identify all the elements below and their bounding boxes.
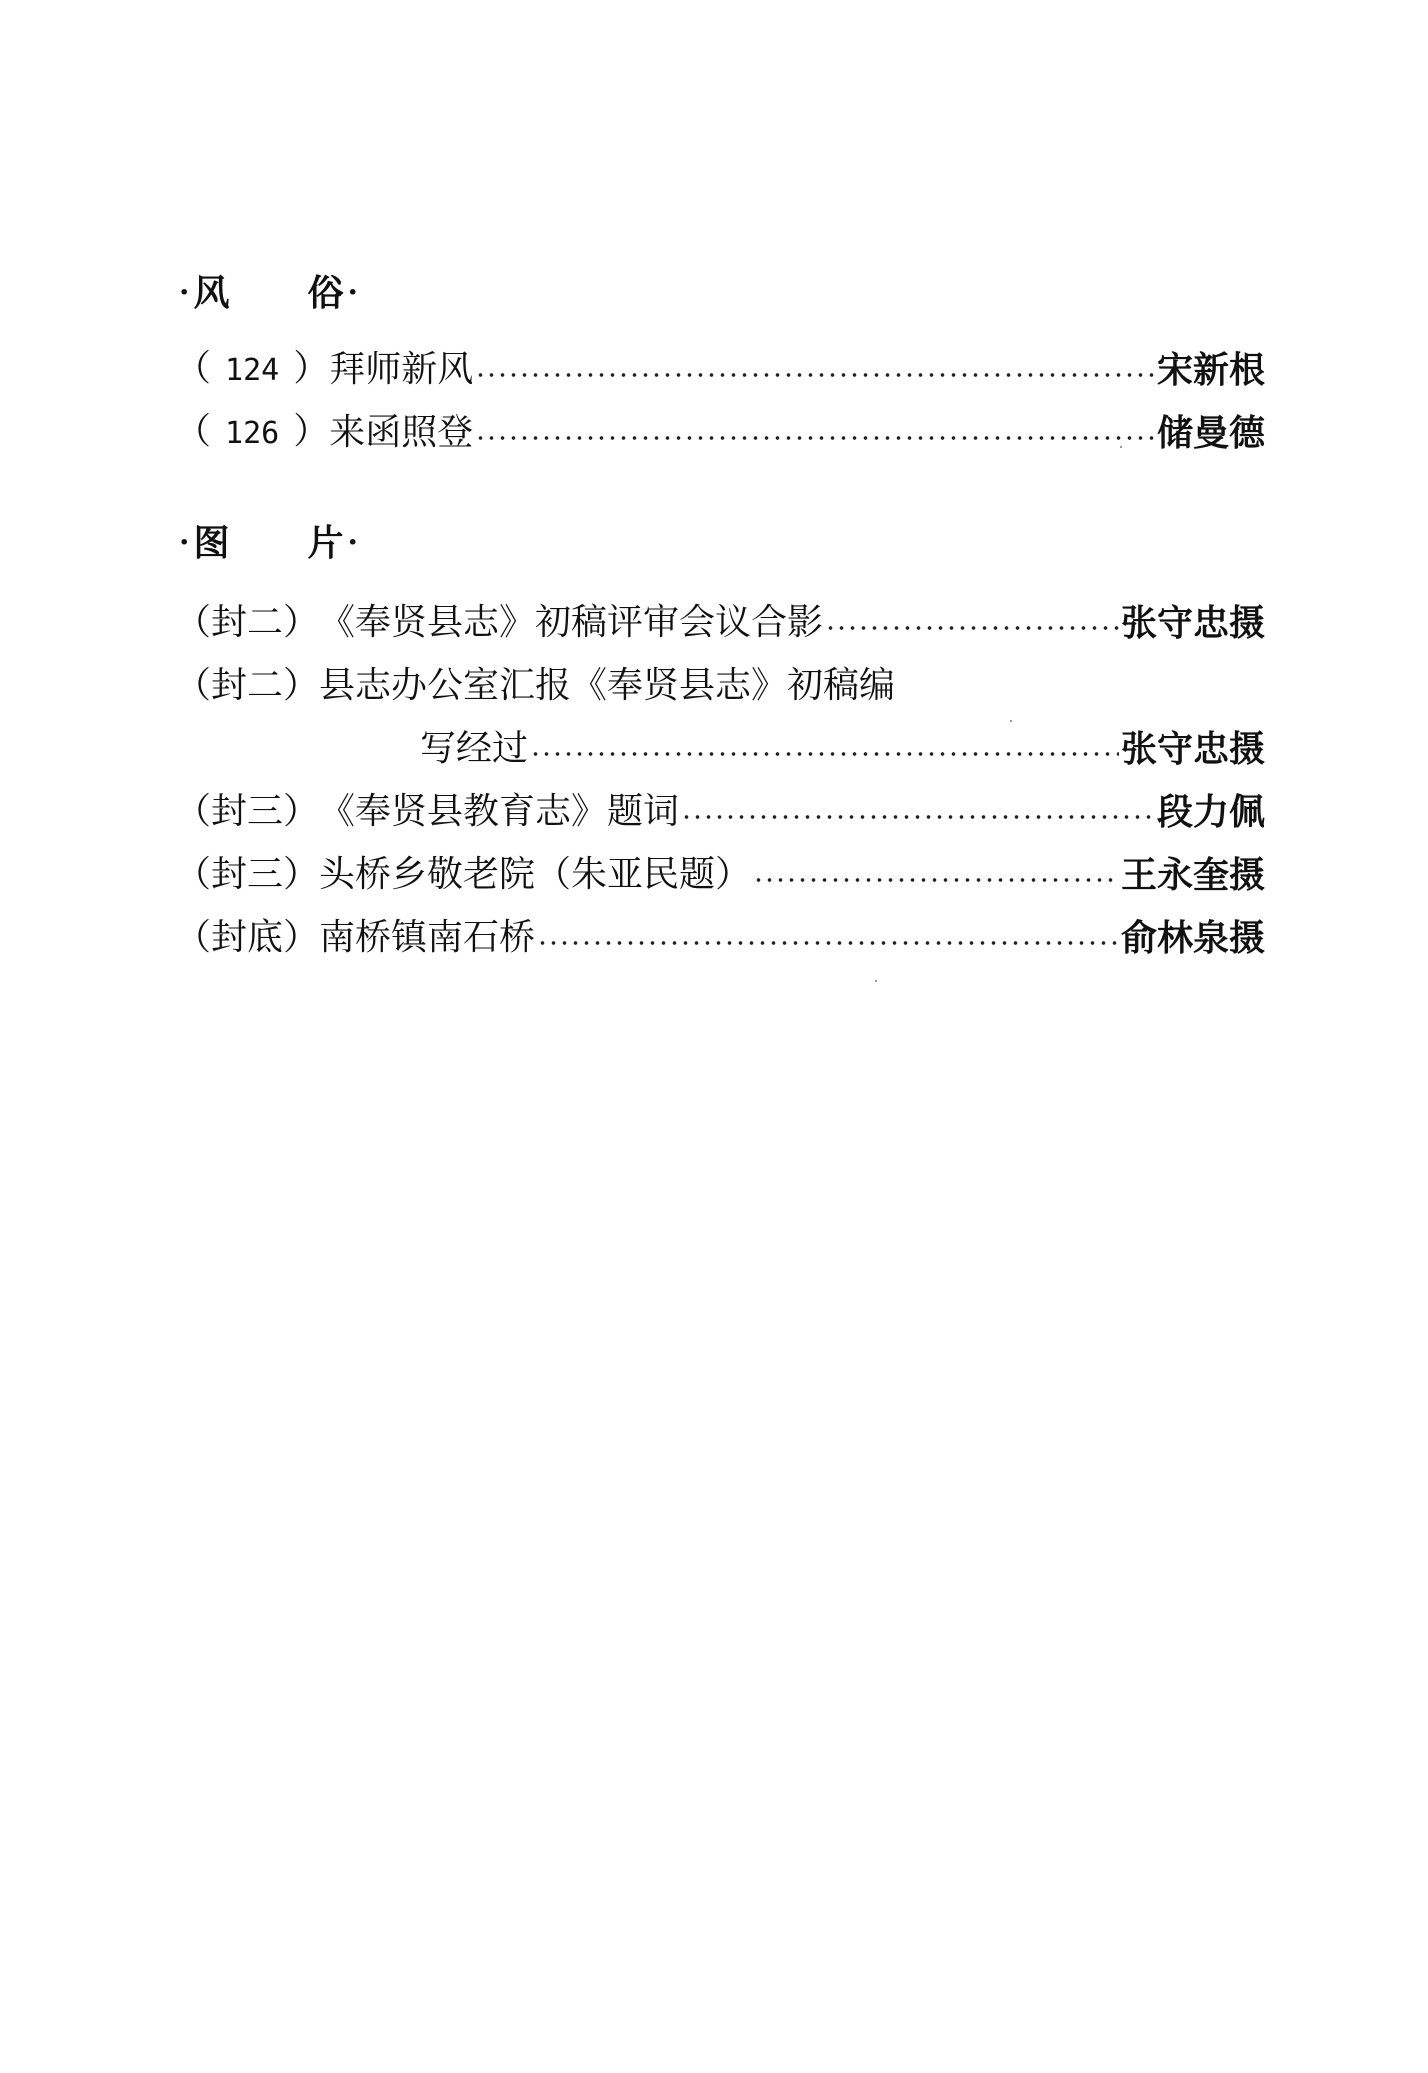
toc-entry	[175, 661, 1265, 711]
dot-leader	[537, 940, 1119, 946]
dot-leader	[530, 751, 1119, 757]
section-heading-customs	[175, 270, 362, 316]
ref-open: （	[175, 411, 212, 452]
entry-title: 来函照登	[329, 412, 474, 453]
entry-author: 张守忠摄	[1120, 728, 1265, 770]
section-heading-pictures	[175, 520, 362, 566]
section-heading-char: 风	[193, 272, 230, 314]
dot-leader	[825, 625, 1119, 631]
entry-title: 拜师新风	[329, 349, 474, 390]
scan-speck	[875, 980, 877, 982]
toc-entry	[175, 787, 1265, 837]
page-ref: （封三）	[175, 854, 320, 895]
page-number: 124	[225, 353, 280, 388]
ref-close: ）	[293, 411, 330, 452]
entry-title-continuation: 写经过	[420, 728, 529, 769]
toc-entry	[175, 408, 1265, 458]
dot-leader	[753, 877, 1119, 883]
section-heading-char: 俗	[307, 272, 344, 314]
entry-title: 《奉贤县志》初稿评审会议合影	[319, 602, 824, 643]
page-number: 126	[225, 416, 280, 451]
bullet-dot: ·	[347, 525, 358, 560]
dot-leader	[475, 372, 1155, 378]
dot-leader	[681, 814, 1155, 820]
page-ref: （封二）	[175, 665, 320, 706]
ref-open: （	[175, 348, 212, 389]
scan-speck	[1010, 720, 1012, 722]
page-ref: （封三）	[175, 791, 320, 832]
ref-close: ）	[293, 348, 330, 389]
toc-entry	[175, 850, 1265, 900]
page-ref: （封底）	[175, 917, 320, 958]
toc-entry	[175, 913, 1265, 963]
entry-title: 南桥镇南石桥	[319, 917, 536, 958]
page-ref	[175, 344, 329, 396]
entry-title: 《奉贤县教育志》题词	[319, 791, 680, 832]
bullet-dot: ·	[179, 525, 190, 560]
section-heading-char: 片	[307, 522, 344, 564]
toc-entry	[175, 345, 1265, 395]
entry-title: 头桥乡敬老院（朱亚民题）	[319, 854, 752, 895]
toc-entry-continuation	[420, 724, 1265, 774]
page-ref: （封二）	[175, 602, 320, 643]
entry-author: 俞林泉摄	[1120, 917, 1265, 959]
toc-entry	[175, 598, 1265, 648]
entry-title: 县志办公室汇报《奉贤县志》初稿编	[319, 665, 896, 706]
entry-author: 储曼德	[1156, 412, 1265, 454]
entry-author: 王永奎摄	[1120, 854, 1265, 896]
entry-author: 张守忠摄	[1120, 602, 1265, 644]
page-ref	[175, 407, 329, 459]
entry-author: 宋新根	[1156, 349, 1265, 391]
bullet-dot: ·	[179, 275, 190, 310]
scan-speck	[1120, 446, 1122, 448]
entry-author: 段力佩	[1156, 791, 1265, 833]
section-heading-char: 图	[193, 522, 230, 564]
dot-leader	[475, 435, 1155, 441]
bullet-dot: ·	[347, 275, 358, 310]
